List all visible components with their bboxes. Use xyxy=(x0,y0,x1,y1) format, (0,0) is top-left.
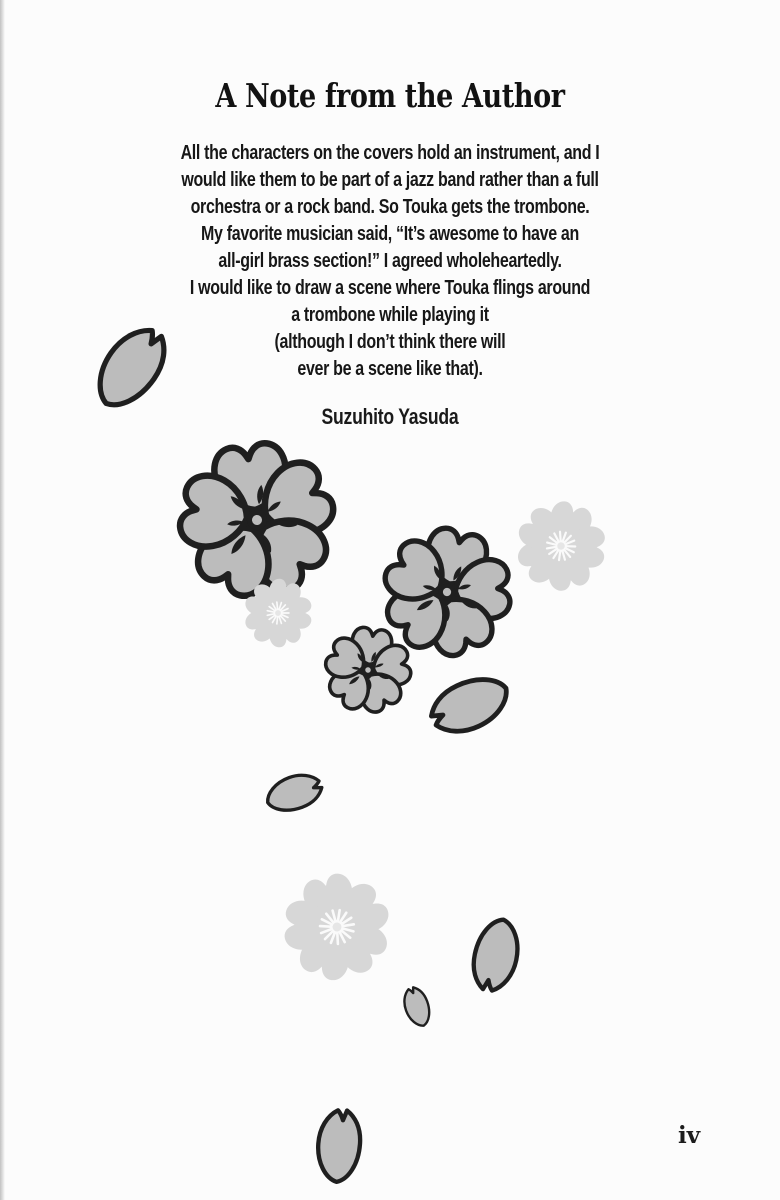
author-name: Suzuhito Yasuda xyxy=(321,404,459,429)
note-line: I would like to draw a scene where Touka flings around xyxy=(189,277,591,299)
sakura-petal-tiny-icon xyxy=(394,981,439,1033)
note-line: orchestra or a rock band. So Touka gets the trombone. xyxy=(190,196,590,218)
scan-edge-shadow xyxy=(0,0,5,1200)
note-line: a trombone while playing it xyxy=(291,304,489,326)
page-number: iv xyxy=(678,1122,701,1149)
sakura-flower-light-top-right-icon xyxy=(501,486,621,606)
note-line: would like them to be part of a jazz band rather than a full xyxy=(181,169,599,191)
sakura-petal-bottom-icon xyxy=(310,1098,368,1193)
sakura-flower-medium-icon xyxy=(366,511,528,673)
sakura-flower-small-icon xyxy=(317,619,419,721)
sakura-flower-large-icon xyxy=(166,429,349,612)
author-note xyxy=(78,140,702,383)
note-line: My favorite musician said, “It’s awesome to have an xyxy=(201,223,579,245)
note-line: All the characters on the covers hold an instrument, and I xyxy=(180,142,600,164)
sakura-flower-light-small-icon xyxy=(233,568,324,659)
note-line: all-girl brass section!” I agreed wholeheartedly. xyxy=(218,250,562,272)
sakura-petal-small-oval-icon xyxy=(257,762,330,825)
sakura-petal-lower-right-icon xyxy=(459,910,532,1000)
sakura-flower-light-bottom-icon xyxy=(268,858,405,995)
note-line: (although I don’t think there will xyxy=(274,331,506,353)
note-line: ever be a scene like that). xyxy=(297,358,483,380)
sakura-petal-middle-icon xyxy=(418,660,522,750)
page-title: A Note from the Author xyxy=(215,76,565,115)
